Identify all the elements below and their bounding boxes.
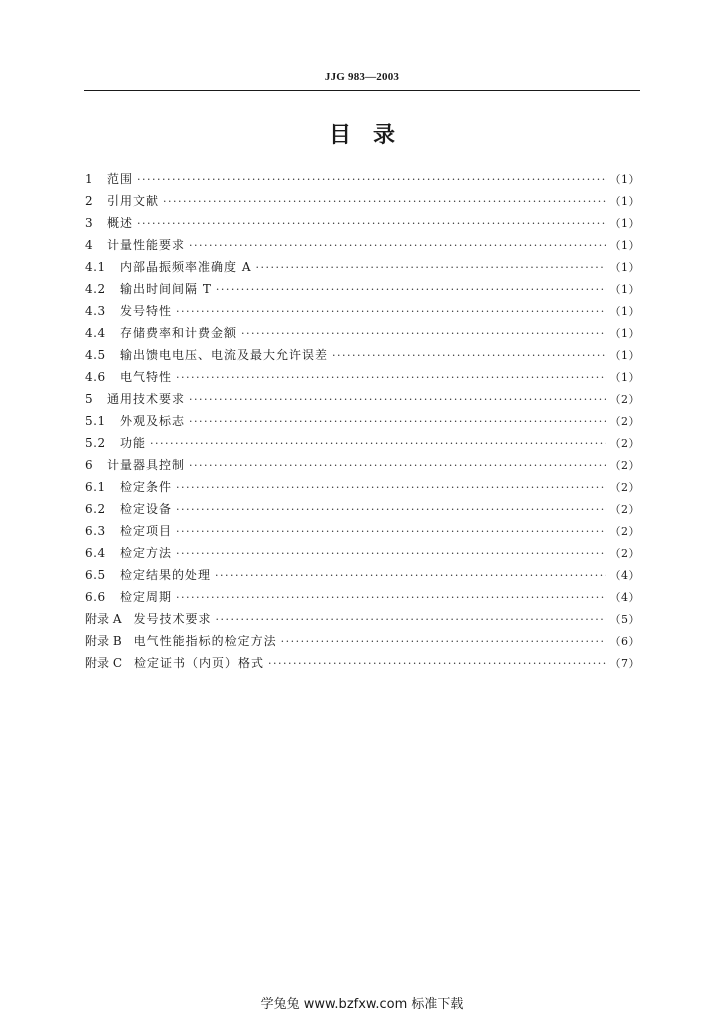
toc-entry[interactable] <box>85 302 640 324</box>
toc-entry-number: 4.3 <box>85 304 106 318</box>
toc-entry-page: （4） <box>609 569 640 582</box>
toc-entry-title: 内部晶振频率准确度 A <box>120 260 252 274</box>
toc-leader-dots <box>137 173 605 186</box>
toc-entry-title: 发号技术要求 <box>133 612 212 626</box>
toc-leader-dots <box>137 217 605 230</box>
toc-entry-page: （1） <box>609 349 640 362</box>
toc-leader-dots <box>189 459 605 472</box>
toc-entry-number: 6.1 <box>85 480 106 494</box>
toc-entry-page: （1） <box>609 283 640 296</box>
toc-entry-page: （2） <box>609 393 640 406</box>
toc-entry-number: 附录 B <box>85 634 122 648</box>
toc-entry[interactable] <box>85 390 640 412</box>
toc-leader-dots <box>268 657 605 670</box>
toc-entry[interactable] <box>85 522 640 544</box>
toc-entry-number: 6.3 <box>85 524 106 538</box>
toc-entry[interactable] <box>85 236 640 258</box>
toc-entry-page: （1） <box>609 305 640 318</box>
toc-entry-page: （6） <box>609 635 640 648</box>
toc-entry-title: 引用文献 <box>107 194 160 208</box>
toc-entry-page: （2） <box>609 503 640 516</box>
toc-entry-page: （2） <box>609 547 640 560</box>
toc-entry-title: 发号特性 <box>120 304 173 318</box>
toc-entry-number: 4.1 <box>85 260 106 274</box>
toc-entry-page: （2） <box>609 481 640 494</box>
toc-leader-dots <box>176 305 605 318</box>
toc-entry-number: 附录 A <box>85 612 122 626</box>
toc-entry-number: 5.1 <box>85 414 106 428</box>
toc-leader-dots <box>281 635 606 648</box>
toc-entry-title: 范围 <box>107 172 134 186</box>
toc-entry[interactable] <box>85 324 640 346</box>
toc-entry-number: 6.6 <box>85 590 106 604</box>
toc-entry-number: 6.2 <box>85 502 106 516</box>
toc-leader-dots <box>216 613 606 626</box>
toc-entry-title: 概述 <box>107 216 134 230</box>
toc-entry-title: 检定条件 <box>120 480 173 494</box>
toc-entry-page: （1） <box>609 261 640 274</box>
toc-entry-title: 电气特性 <box>120 370 173 384</box>
toc-entry-title: 存储费率和计费金额 <box>120 326 238 340</box>
toc-entry[interactable] <box>85 478 640 500</box>
toc-entry-number: 6.4 <box>85 546 106 560</box>
toc-entry[interactable] <box>85 214 640 236</box>
toc-entry-title: 检定证书（内页）格式 <box>134 656 265 670</box>
toc-entry-page: （4） <box>609 591 640 604</box>
toc-entry[interactable] <box>85 368 640 390</box>
toc-entry-title: 检定方法 <box>120 546 173 560</box>
toc-entry-number: 4 <box>85 238 94 252</box>
header-divider <box>84 90 640 91</box>
toc-entry-title: 检定设备 <box>120 502 173 516</box>
toc-leader-dots <box>176 503 605 516</box>
toc-leader-dots <box>163 195 605 208</box>
footer-watermark: 学兔兔 www.bzfxw.com 标准下载 <box>260 997 464 1012</box>
toc-leader-dots <box>150 437 605 450</box>
toc-entry-page: （7） <box>609 657 640 670</box>
toc-entry-number: 3 <box>85 216 94 230</box>
toc-leader-dots <box>176 481 605 494</box>
toc-entry[interactable] <box>85 346 640 368</box>
toc-entry-number: 4.4 <box>85 326 106 340</box>
toc-entry[interactable] <box>85 280 640 302</box>
toc-entry-page: （2） <box>609 437 640 450</box>
toc-entry-title: 检定项目 <box>120 524 173 538</box>
page-title: 目 录 <box>328 123 395 148</box>
toc-entry-number: 4.5 <box>85 348 106 362</box>
toc-entry-title: 输出时间间隔 T <box>120 282 212 296</box>
standard-number-header: JJG 983—2003 <box>324 71 400 83</box>
toc-leader-dots <box>176 547 605 560</box>
toc-entry-number: 5.2 <box>85 436 106 450</box>
toc-entry[interactable] <box>85 544 640 566</box>
toc-entry-number: 4.6 <box>85 370 106 384</box>
toc-entry-page: （1） <box>609 195 640 208</box>
toc-entry[interactable] <box>85 632 640 654</box>
toc-entry-number: 5 <box>85 392 94 406</box>
toc-entry-title: 计量器具控制 <box>107 458 186 472</box>
toc-leader-dots <box>189 393 605 406</box>
toc-entry-page: （5） <box>609 613 640 626</box>
toc-leader-dots <box>241 327 605 340</box>
toc-entry-number: 2 <box>85 194 94 208</box>
toc-entry-page: （2） <box>609 459 640 472</box>
toc-entry[interactable] <box>85 654 640 676</box>
toc-entry-title: 检定结果的处理 <box>120 568 212 582</box>
toc-entry-page: （2） <box>609 415 640 428</box>
toc-entry[interactable] <box>85 566 640 588</box>
toc-entry[interactable] <box>85 434 640 456</box>
toc-entry-title: 外观及标志 <box>120 414 186 428</box>
toc-entry-number: 4.2 <box>85 282 106 296</box>
table-of-contents <box>85 170 640 676</box>
toc-leader-dots <box>176 525 605 538</box>
toc-entry[interactable] <box>85 412 640 434</box>
toc-entry-number: 6 <box>85 458 94 472</box>
toc-leader-dots <box>216 283 606 296</box>
toc-entry-title: 电气性能指标的检定方法 <box>133 634 277 648</box>
toc-entry[interactable] <box>85 456 640 478</box>
toc-entry[interactable] <box>85 500 640 522</box>
toc-entry-title: 通用技术要求 <box>107 392 186 406</box>
toc-entry[interactable] <box>85 192 640 214</box>
toc-leader-dots <box>189 239 605 252</box>
toc-leader-dots <box>176 591 605 604</box>
toc-entry-page: （2） <box>609 525 640 538</box>
toc-entry[interactable] <box>85 258 640 280</box>
toc-entry[interactable] <box>85 588 640 610</box>
toc-entry-number: 1 <box>85 172 94 186</box>
toc-entry-number: 6.5 <box>85 568 106 582</box>
toc-leader-dots <box>189 415 605 428</box>
toc-leader-dots <box>332 349 605 362</box>
toc-entry[interactable] <box>85 610 640 632</box>
toc-entry-title: 检定周期 <box>120 590 173 604</box>
toc-entry-page: （1） <box>609 173 640 186</box>
toc-leader-dots <box>215 569 605 582</box>
toc-entry-title: 计量性能要求 <box>107 238 186 252</box>
toc-leader-dots <box>176 371 605 384</box>
toc-entry-number: 附录 C <box>85 656 122 670</box>
toc-entry-title: 输出馈电电压、电流及最大允许误差 <box>120 348 329 362</box>
toc-entry-page: （1） <box>609 327 640 340</box>
toc-entry-page: （1） <box>609 217 640 230</box>
toc-entry[interactable] <box>85 170 640 192</box>
toc-entry-page: （1） <box>609 239 640 252</box>
toc-leader-dots <box>255 261 605 274</box>
toc-entry-title: 功能 <box>120 436 147 450</box>
toc-entry-page: （1） <box>609 371 640 384</box>
